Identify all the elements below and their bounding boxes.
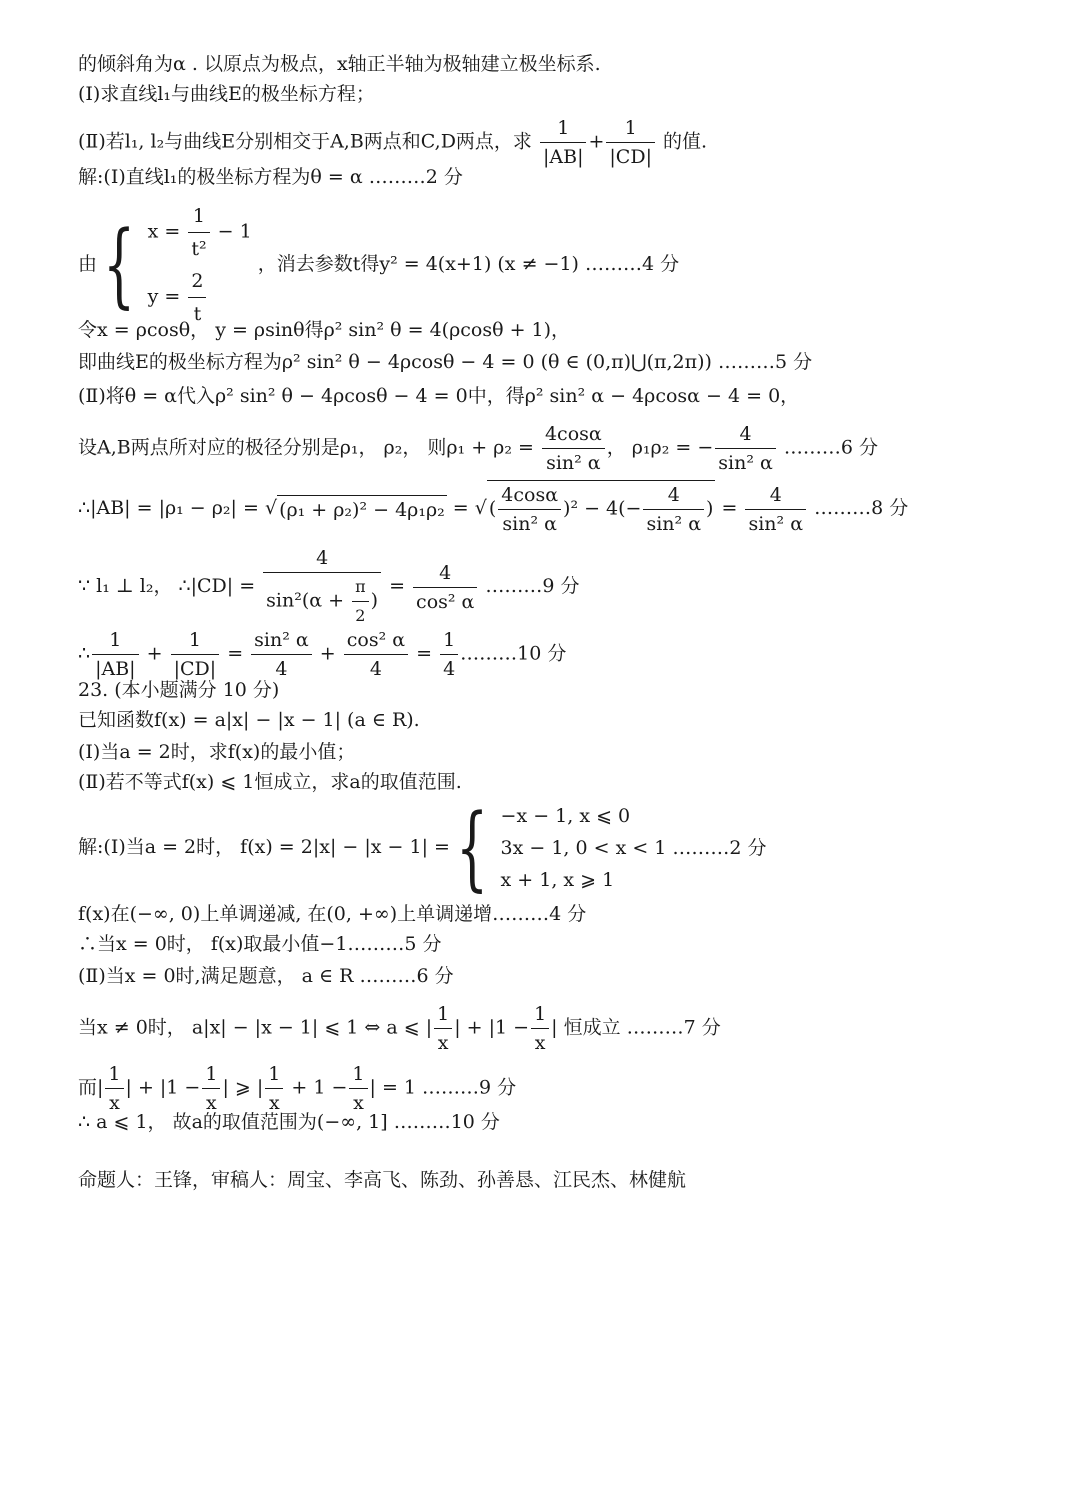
solution-step: (Ⅱ)将θ = α代入ρ² sin² θ − 4ρcosθ − 4 = 0中，得ρ² sin² α − 4ρcosα − 4 = 0， [78, 385, 800, 407]
solution-step: 令x = ρcosθ， y = ρsinθ得ρ² sin² θ = 4(ρcosθ + 1)， [78, 319, 571, 341]
solution-step: f(x)在(−∞, 0)上单调递减, 在(0, +∞)上单调递增………4 分 [78, 903, 587, 925]
question-heading: 23. (本小题满分 10 分) [78, 679, 280, 701]
question-part-2: (Ⅱ)若l₁, l₂与曲线E分别相交于A,B两点和C,D两点，求 $\frac{1}{|AB|}$ + $\frac{1}{|CD|}$ 的值. [78, 114, 707, 171]
solution-step: ∴当x = 0时， f(x)取最小值−1………5 分 [78, 933, 442, 955]
text: (Ⅱ)若l₁, l₂与曲线E分别相交于A,B两点和C,D两点，求 [78, 130, 532, 153]
author-credits: 命题人：王锋，审稿人：周宝、李高飞、陈劲、孙善恳、江民杰、林健航 [78, 1169, 687, 1191]
solution-step: ∵ l₁ ⊥ l₂， ∴|CD| = 4 sin²(α + $\frac{\pi}{2}$ ) = $\frac{4}{\text{cos² α}}$ ………9 分 [78, 544, 580, 630]
solution-step: (Ⅱ)当x = 0时,满足题意， a ∈ R ………6 分 [78, 965, 454, 987]
solution-step: 当x ≠ 0时， a|x| − |x − 1| ⩽ 1 ⇔ a ⩽ | $\frac{1}{x}$ | + |1 − $\frac{1}{x}$ | 恒成立 ………7 分 [78, 1000, 721, 1057]
text: 的值. [663, 130, 708, 153]
solution-step: 而| $\frac{1}{x}$ | + |1 − $\frac{1}{x}$ | ⩾ | $\frac{1}{x}$ + 1 − $\frac{1}{x}$ | = 1 ………9 分 [78, 1060, 516, 1117]
question-part-1: (Ⅰ)当a = 2时，求f(x)的最小值； [78, 741, 356, 763]
parametric-system [78, 200, 679, 330]
question-part-1: (Ⅰ)求直线l₁与曲线E的极坐标方程； [78, 83, 375, 105]
solution-step: 即曲线E的极坐标方程为ρ² sin² θ − 4ρcosθ − 4 = 0 (θ ∈ (0,π)⋃(π,2π)) ………5 分 [78, 351, 813, 373]
text: 由 [78, 253, 98, 275]
question-part-2: (Ⅱ)若不等式f(x) ⩽ 1恒成立，求a的取值范围. [78, 771, 462, 793]
brace-symbol: { [103, 211, 136, 318]
system-rows: x = $\frac{1}{\text{t²}}$ − 1 y = $\frac{2}{t}$ [148, 200, 252, 330]
brace-symbol: { [455, 794, 489, 901]
fraction: $\frac{1}{|CD|}$ [606, 114, 655, 171]
fraction: $\frac{1}{|AB|}$ [540, 114, 587, 171]
solution-step: ∴|AB| = |ρ₁ − ρ₂| = √ (ρ₁ + ρ₂)² − 4ρ₁ρ₂ = √ ( $\frac{4\cos\alpha}{\text{sin² α}}$ )² − 4(− $\frac{4}{\text{sin² α}}$ ) = $\frac{4}{\text{sin² α}}$ ………8 分 [78, 480, 908, 538]
text: ，消去参数t得y² = 4(x+1) (x ≠ −1) ………4 分 [257, 253, 680, 275]
solution-step: ∴ a ⩽ 1， 故a的取值范围为(−∞, 1] ………10 分 [78, 1111, 500, 1133]
solution-step: ∴ $\frac{1}{|AB|}$ + $\frac{1}{|CD|}$ = $\frac{\text{sin² α}}{4}$ + $\frac{\text{cos² α}}{4}$ = $\frac{1}{4}$ ………10 分 [78, 626, 566, 683]
solution-step: 解:(Ⅰ)直线l₁的极坐标方程为θ = α ………2 分 [78, 166, 463, 188]
question-text: 已知函数f(x) = a|x| − |x − 1| (a ∈ R). [78, 709, 420, 731]
piecewise-function: 解:(Ⅰ)当a = 2时， f(x) = 2|x| − |x − 1| = { −x − 1, x ⩽ 0 3x − 1, 0 < x < 1 ………2 分 x + 1, x ⩾ 1 [78, 794, 767, 901]
solution-step: 设A,B两点所对应的极径分别是ρ₁， ρ₂， 则ρ₁ + ρ₂ = $\frac{4\cos\alpha}{\text{sin² α}}$ ， ρ₁ρ₂ = − $\frac{4}{\text{sin² α}}$ ………6 分 [78, 420, 878, 477]
text-line: 的倾斜角为α . 以原点为极点，x轴正半轴为极轴建立极坐标系. [78, 53, 601, 75]
